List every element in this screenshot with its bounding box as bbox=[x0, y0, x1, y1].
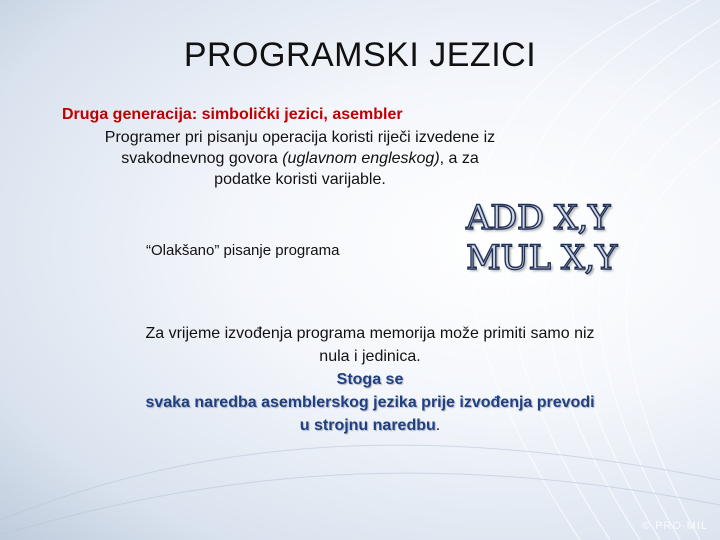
emphasis-line: Stoga se bbox=[336, 371, 404, 388]
intro-line: Programer pri pisanju operacija koristi riječi izvedene iz bbox=[104, 129, 496, 146]
caption: “Olakšano” pisanje programa bbox=[146, 242, 340, 259]
intro-paragraph bbox=[40, 127, 560, 190]
code-line: MUL X,Y bbox=[466, 238, 617, 278]
body-paragraph bbox=[100, 322, 640, 437]
subtitle: Druga generacija: simbolički jezici, asembler bbox=[62, 106, 403, 123]
emphasis-line: svaka naredba asemblerskog jezika prije izvođenja prevodi bbox=[145, 394, 595, 411]
code-line: ADD X,Y bbox=[466, 198, 610, 238]
assembler-code bbox=[466, 198, 617, 278]
italic-phrase: (uglavnom engleskog) bbox=[282, 150, 440, 167]
intro-line: podatke koristi varijable. bbox=[214, 171, 386, 188]
watermark-logo: © PRO-MIL bbox=[642, 520, 708, 532]
intro-line-with-italic: svakodnevnog govora (uglavnom engleskog), a za bbox=[121, 150, 479, 167]
body-line: Za vrijeme izvođenja programa memorija može primiti samo niz bbox=[145, 325, 595, 342]
body-line: nula i jedinica. bbox=[319, 348, 421, 365]
emphasis-last-line bbox=[100, 414, 640, 437]
slide-title: PROGRAMSKI JEZICI bbox=[183, 36, 537, 74]
emphasis-line: u strojnu naredbu bbox=[299, 417, 436, 434]
period: . bbox=[435, 417, 441, 434]
